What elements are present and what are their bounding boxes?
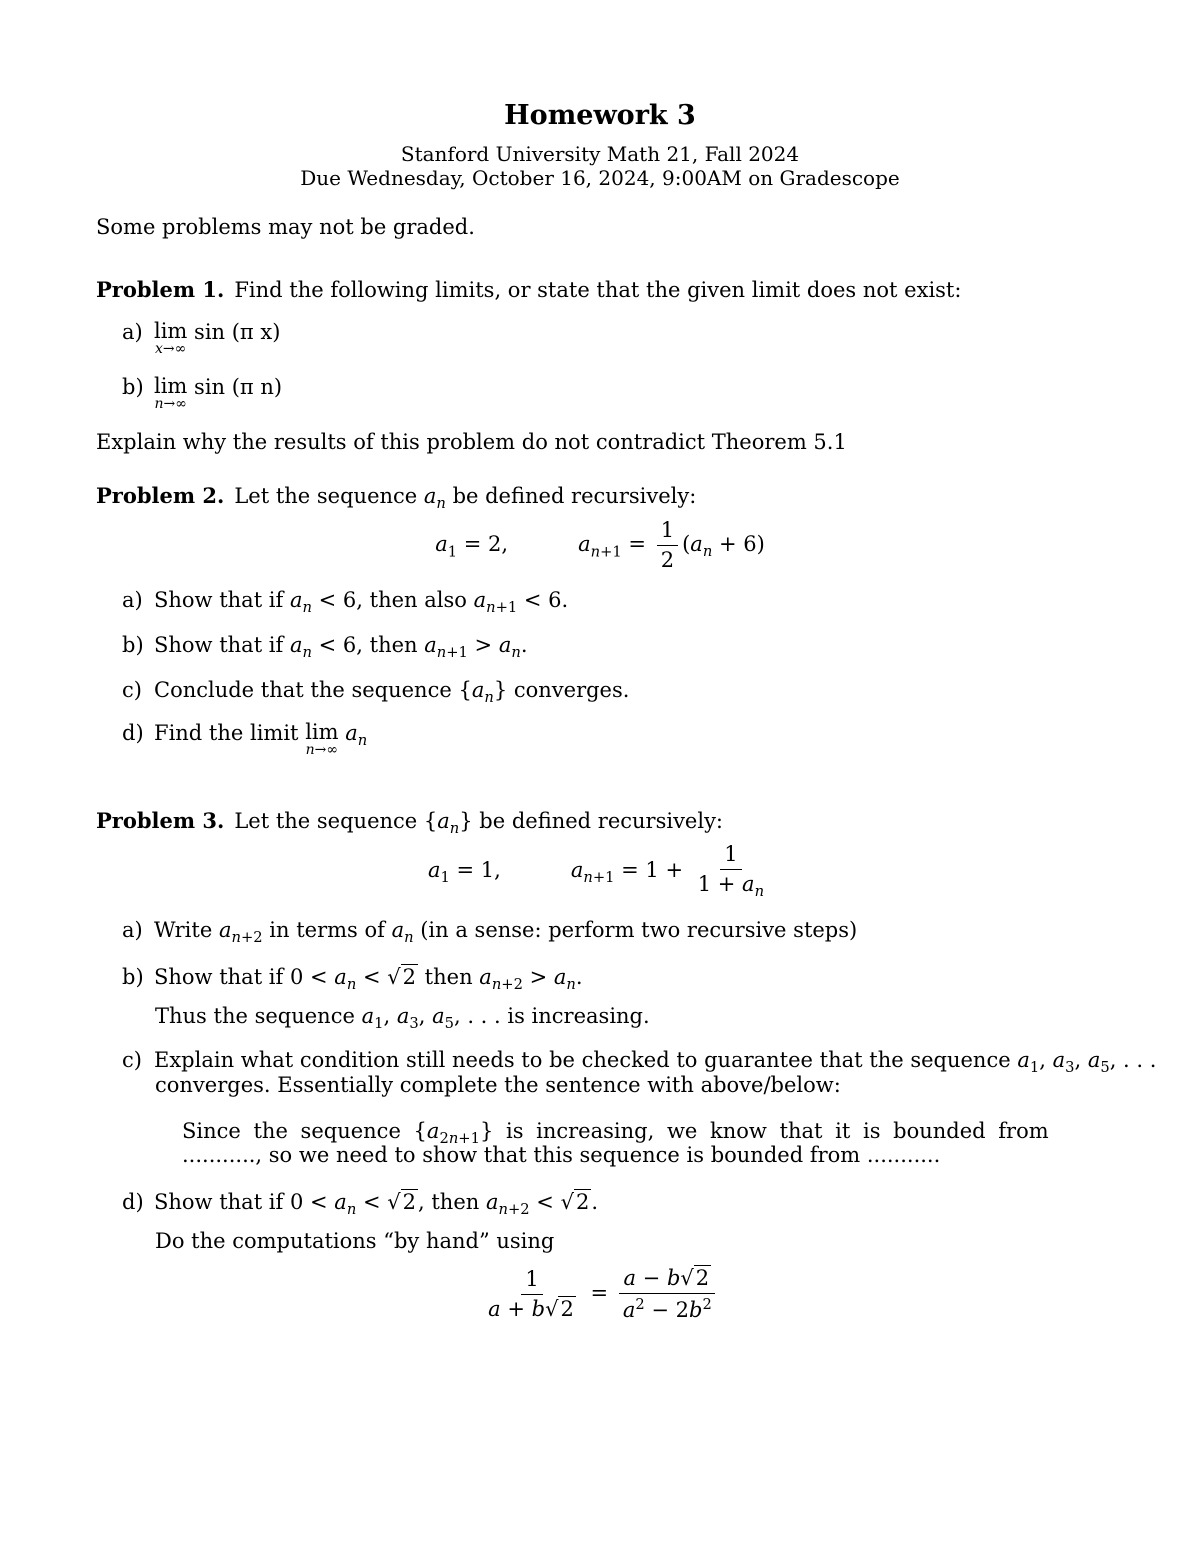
part-text: Thus the sequence — [155, 1004, 362, 1028]
part-text: (in a sense: perform two recursive steps) — [413, 918, 858, 942]
part-text: } converges. — [493, 678, 630, 702]
part-text: < — [529, 1190, 561, 1214]
problem-3-part-b: b) Show that if $0 < a_n < √2$ then $a_{n+2} > a_n$. — [122, 965, 583, 994]
part-text: Show that if 0 < — [154, 965, 335, 989]
part-text: Show that if — [154, 588, 290, 612]
problem-3-part-c: c) Explain what condition still needs to be checked to guarantee that the sequence $a_1$, $a_3$, $a_5$, . . . — [122, 1048, 1157, 1077]
problem-2-part-c: c) Conclude that the sequence $\{a_n\}$ converges. — [122, 678, 630, 707]
course-line: Stanford University Math 21, Fall 2024 — [400, 142, 800, 166]
limit-subscript: n→∞ — [305, 742, 339, 759]
rationalization-formula: $\frac{1}{a + b√2}$ = $\frac{a - b√2}{a^2 - 2b^2}$ — [0, 1266, 1200, 1323]
part-text: < 6, then — [311, 633, 425, 657]
part-text: < — [356, 965, 388, 989]
problem-2-part-b: b) Show that if $a_n < 6$, then $a_{n+1} > a_n$. — [122, 633, 528, 662]
part-text: > — [522, 965, 554, 989]
intro-text: } be defined recursively: — [459, 809, 724, 833]
part-text: in terms of — [262, 918, 392, 942]
problem-2-recursion-equation: $a_1 = 2$, $a_{n+1}$ = $\frac{1}{2}$ $(a_n + 6)$ — [435, 518, 765, 573]
problem-3-part-c-line-2: converges. Essentially complete the sentence with above/below: — [155, 1073, 841, 1097]
part-text: < 6. — [517, 588, 569, 612]
limit-operator: lim x→∞ — [154, 319, 188, 358]
problem-3-quote-line-2: ..........., so we need to show that this sequence is bounded from ........... — [182, 1143, 941, 1167]
part-label: a) — [122, 320, 143, 344]
problem-1-explain: Explain why the results of this problem do not contradict Theorem 5.1 — [96, 430, 847, 454]
problem-3-part-b-followup: Thus the sequence $a_1$, $a_3$, $a_5$, . . . is increasing. — [155, 1004, 650, 1033]
part-label: a) — [122, 588, 143, 612]
problem-3-quote-line-1: Since the sequence $\{a_{2n+1}\}$ is increasing, we know that it is bounded from — [182, 1119, 1049, 1148]
part-text: Show that if 0 < — [154, 1190, 335, 1214]
problem-3-part-d-followup: Do the computations “by hand” using — [155, 1229, 555, 1253]
problem-3-part-d: d) Show that if $0 < a_n < √2$, then $a_{n+2} < √2$. — [122, 1190, 599, 1219]
problem-1-part-b — [122, 375, 282, 412]
part-text: > — [467, 633, 499, 657]
problem-2-part-a: a) Show that if $a_n < 6$, then also $a_{n+1} < 6$. — [122, 588, 569, 617]
problem-2-heading: Problem 2. Let the sequence $a_n$ be defined recursively: — [96, 483, 697, 513]
problem-1-heading — [96, 277, 961, 303]
grading-note: Some problems may not be graded. — [96, 215, 475, 239]
problem-3-heading: Problem 3. Let the sequence $\{a_n\}$ be defined recursively: — [96, 808, 724, 838]
problem-3-recursion-equation: $a_1 = 1$, $a_{n+1} = 1$ + $\frac{1}{1 + a_n}$ — [427, 842, 765, 901]
part-text: Explain what condition still needs to be checked to guarantee that the sequence — [154, 1048, 1018, 1072]
part-text: < 6, then also — [311, 588, 474, 612]
problem-1-intro: Find the following limits, or state that the given limit does not exist: — [234, 278, 962, 302]
due-line: Due Wednesday, October 16, 2024, 9:00AM on Gradescope — [300, 166, 900, 190]
part-text: , then — [418, 1190, 486, 1214]
part-text: then — [418, 965, 480, 989]
part-label: b) — [122, 965, 144, 989]
page-title: Homework 3 — [504, 100, 696, 131]
part-label: d) — [122, 721, 144, 745]
part-text: is increasing. — [500, 1004, 650, 1028]
problem-1-part-a — [122, 320, 280, 357]
part-text: Conclude that the sequence { — [154, 678, 472, 702]
part-text: < — [356, 1190, 388, 1214]
limit-operator: lim n→∞ — [154, 374, 188, 413]
problem-2-label: Problem 2. — [96, 483, 225, 508]
part-text: . — [575, 965, 583, 989]
part-label: c) — [122, 1048, 142, 1072]
limit-expression: sin (π n) — [194, 375, 283, 399]
intro-text: Let the sequence { — [234, 809, 438, 833]
part-text: Find the limit — [154, 721, 306, 745]
limit-subscript: n→∞ — [154, 396, 187, 413]
limit-expression: sin (π x) — [194, 320, 281, 344]
part-label: a) — [122, 918, 143, 942]
limit-subscript: x→∞ — [155, 341, 187, 358]
quote-text: } is increasing, we know that it is bounded from — [479, 1119, 1049, 1143]
problem-1-label: Problem 1. — [96, 277, 225, 302]
problem-3-label: Problem 3. — [96, 808, 225, 833]
part-text: . — [591, 1190, 599, 1214]
part-label: b) — [122, 633, 144, 657]
intro-text: Let the sequence — [234, 484, 424, 508]
problem-2-part-d: d) Find the limit lim n→∞ $a_n$ — [122, 720, 368, 759]
part-text: Show that if — [154, 633, 290, 657]
intro-text: be defined recursively: — [445, 484, 697, 508]
problem-3-part-a: a) Write $a_{n+2}$ in terms of $a_n$ (in a sense: perform two recursive steps) — [122, 918, 858, 947]
limit-operator: lim n→∞ — [305, 720, 339, 759]
part-label: b) — [122, 375, 144, 399]
part-text: Write — [154, 918, 219, 942]
part-label: c) — [122, 678, 142, 702]
quote-text: Since the sequence { — [182, 1119, 427, 1143]
part-label: d) — [122, 1190, 144, 1214]
part-text: . — [520, 633, 528, 657]
